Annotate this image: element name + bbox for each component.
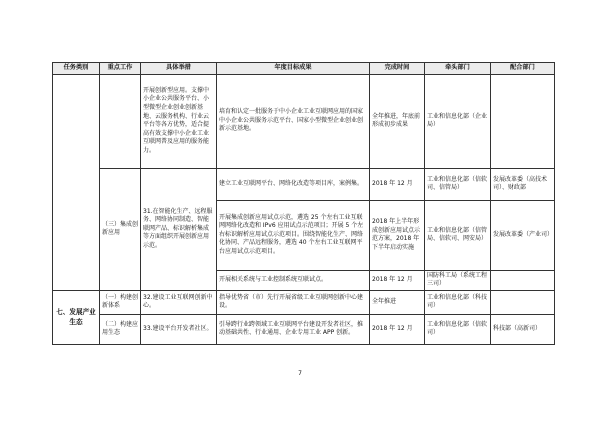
support-cell xyxy=(491,290,555,314)
lead-cell: 国防科工局（系统工程三司） xyxy=(425,270,491,290)
goal-cell: 开展相关系统与工业控制系统互联试点。 xyxy=(217,270,370,290)
work-cell-empty xyxy=(100,74,141,168)
task-table-wrapper xyxy=(52,62,554,345)
time-cell: 2018 年 12 月 xyxy=(370,314,425,344)
table-header-row xyxy=(53,63,555,75)
goal-cell: 建立工业互联网平台、网络化改造等项目库，案例集。 xyxy=(217,168,370,200)
time-cell: 全年推进，年底前形成初步成果 xyxy=(370,74,425,168)
task-table xyxy=(52,62,555,345)
header-lead-department: 牵头部门 xyxy=(425,63,491,75)
lead-cell: 工业和信息化部（信软司） xyxy=(425,314,491,344)
page-number: 7 xyxy=(298,370,302,377)
work-cell: （三）集成创新应用 xyxy=(100,168,141,290)
category-cell-empty xyxy=(53,74,100,290)
support-cell: 科技部（高新司） xyxy=(491,314,555,344)
header-measures: 具体举措 xyxy=(141,63,217,75)
table-row xyxy=(53,74,555,168)
category-cell: 七、发展产业生态 xyxy=(53,290,100,344)
time-cell: 2018 年 12 月 xyxy=(370,168,425,200)
time-cell: 2018 年上半年形成创新应用试点示范方案，2018 年下半年启动实施 xyxy=(370,200,425,270)
table-row xyxy=(53,168,555,200)
support-cell: 发展改革委（高技术司）、财政部 xyxy=(491,168,555,200)
header-completion-time: 完成时间 xyxy=(370,63,425,75)
header-key-work: 重点工作 xyxy=(100,63,141,75)
lead-cell: 工业和信息化部（信管局、信软司、网安局） xyxy=(425,200,491,270)
table-row xyxy=(53,290,555,314)
lead-cell: 工业和信息化部（科技司） xyxy=(425,290,491,314)
measure-cell: 32.建设工业互联网创新中心。 xyxy=(141,290,217,314)
header-task-category: 任务类别 xyxy=(53,63,100,75)
measure-cell: 33.建设平台开发者社区。 xyxy=(141,314,217,344)
measure-cell: 开展创新型应用。支撑中小企业公共服务平台、小型微型企业创业创新基地、云服务机构、行业云平台等各方优势，适合提高有效支撑中小企业工业互联网普及应用的服务能力。 xyxy=(141,74,217,168)
goal-cell: 指导优势省（市）先行开展省级工业互联网创新中心建设。 xyxy=(217,290,370,314)
time-cell: 全年推进 xyxy=(370,290,425,314)
table-row xyxy=(53,314,555,344)
header-annual-goals: 年度目标成果 xyxy=(217,63,370,75)
support-cell: 发展改革委（产业司） xyxy=(491,200,555,270)
support-cell xyxy=(491,270,555,290)
time-cell: 2018 年 12 月 xyxy=(370,270,425,290)
lead-cell: 工业和信息化部（信软司、信管局） xyxy=(425,168,491,200)
lead-cell: 工业和信息化部（企业局） xyxy=(425,74,491,168)
goal-cell: 开展集成创新应用试点示范，遴选 25 个左右工业互联网网络化改造和 IPv6 应用试点示范项目；开展 5 个左右标识解析应用试点示范项目。围绕智能化生产、网络化协同、产品远程服务，遴选 40 个左右工业互联网平台应用试点示范项目。 xyxy=(217,200,370,270)
measure-cell: 31.在智能化生产、远程服务、网络协同制造、智能联网产品、标识解析集成等方面组织开展创新应用示范。 xyxy=(141,168,217,290)
support-cell xyxy=(491,74,555,168)
work-cell: （一）构建创新体系 xyxy=(100,290,141,314)
header-support-department: 配合部门 xyxy=(491,63,555,75)
goal-cell: 引导跨行业跨领域工业互联网平台建设开发者社区，推动基础共性、行业通用、企业专用工业 APP 创新。 xyxy=(217,314,370,344)
goal-cell: 培育和认定一批服务于中小企业工业互联网应用的国家中小企业公共服务示范平台、国家小型微型企业创业创新示范基地。 xyxy=(217,74,370,168)
work-cell: （二）构建应用生态 xyxy=(100,314,141,344)
